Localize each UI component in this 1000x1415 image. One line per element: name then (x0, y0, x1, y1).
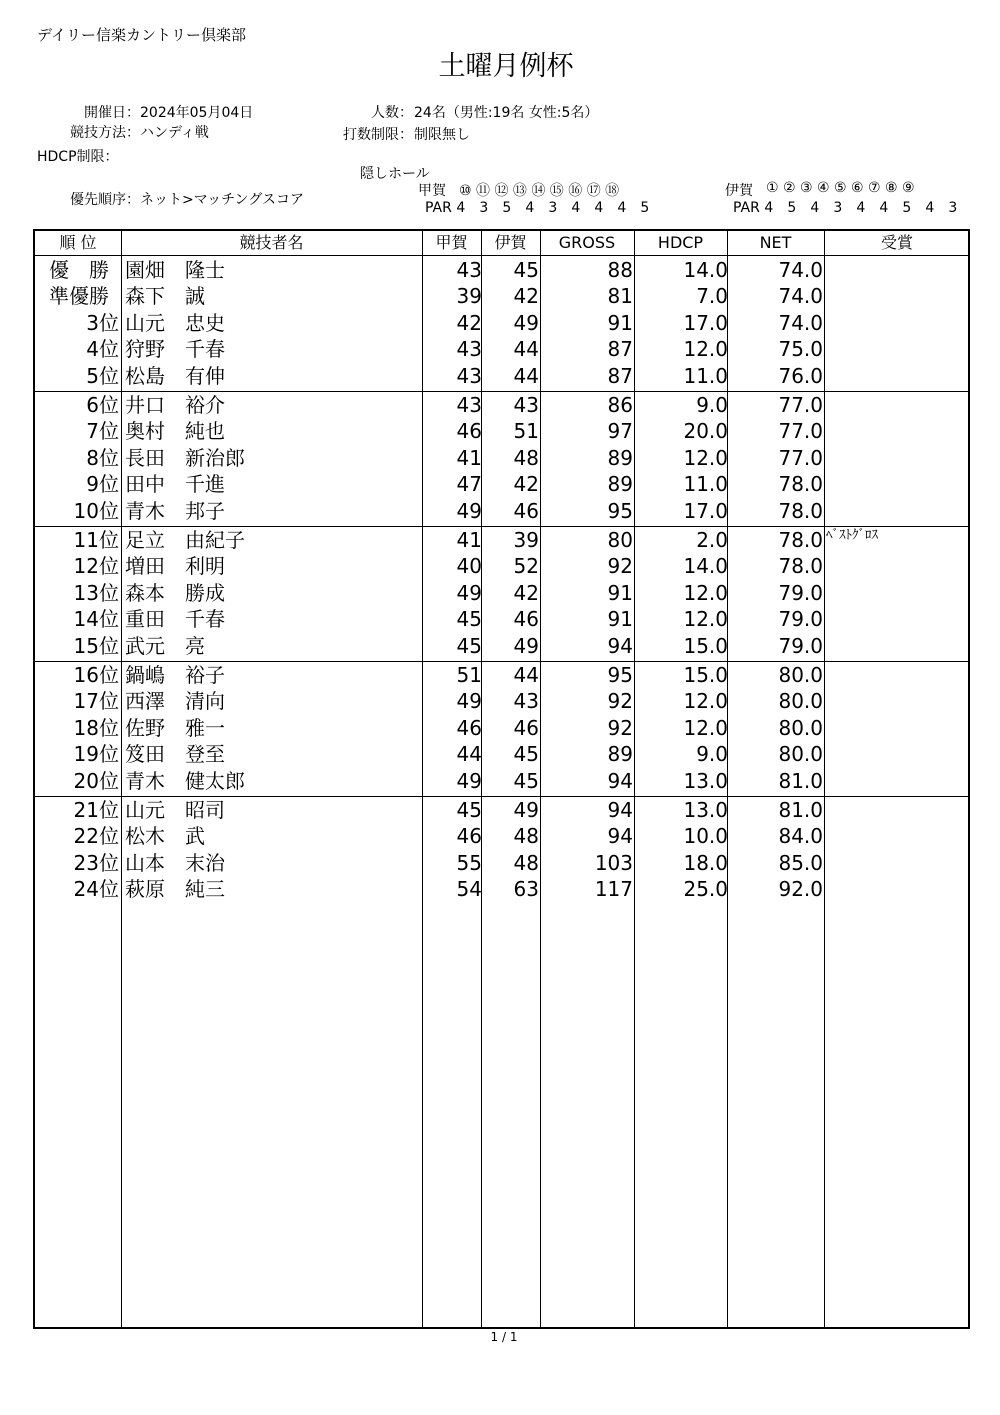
rank-cell: 10位 (73, 498, 119, 523)
back-par-label: PAR (733, 200, 760, 216)
table-row (35, 418, 968, 444)
table-row (35, 283, 968, 309)
table-row (35, 823, 968, 849)
rank-cell: 優 勝 (49, 258, 109, 282)
net-cell: 79.0 (778, 580, 823, 605)
table-row (35, 633, 968, 659)
player-name-cell: 山元 忠史 (125, 310, 225, 335)
iga-score-cell: 63 (513, 877, 539, 902)
gross-cell: 89 (607, 445, 633, 470)
net-cell: 78.0 (778, 472, 823, 497)
rank-cell: 準優勝 (49, 284, 109, 309)
kouga-score-cell: 43 (456, 258, 482, 282)
par-value: 4 (856, 200, 866, 216)
par-value: 4 (617, 200, 627, 216)
iga-score-cell: 45 (513, 768, 539, 793)
kouga-score-cell: 40 (456, 554, 482, 579)
kouga-score-cell: 49 (456, 498, 482, 523)
priority-label: 優先順序： (70, 192, 140, 208)
rank-cell: 12位 (73, 554, 119, 579)
page-number: 1 / 1 (490, 1330, 518, 1344)
gross-cell: 89 (607, 472, 633, 497)
net-cell: 78.0 (778, 498, 823, 523)
gross-cell: 91 (607, 607, 633, 632)
gross-cell: 81 (607, 284, 633, 309)
hdcp-cell: 9.0 (696, 742, 728, 767)
kouga-score-cell: 42 (456, 310, 482, 335)
net-cell: 80.0 (778, 742, 823, 767)
gross-cell: 94 (607, 824, 633, 849)
hdcp-cell: 12.0 (683, 337, 728, 362)
table-row (35, 553, 968, 579)
kouga-score-cell: 55 (456, 850, 482, 875)
par-value: 5 (502, 200, 512, 216)
player-name-cell: 佐野 雅一 (125, 715, 225, 740)
par-value: 3 (479, 200, 489, 216)
iga-score-cell: 48 (513, 850, 539, 875)
rank-cell: 16位 (73, 663, 119, 687)
player-name-cell: 鍋嶋 裕子 (125, 663, 225, 687)
table-row (35, 768, 968, 794)
table-row (35, 715, 968, 741)
player-name-cell: 長田 新治郎 (125, 445, 245, 470)
kouga-score-cell: 43 (456, 393, 482, 417)
kouga-score-cell: 44 (456, 742, 482, 767)
table-row (35, 498, 968, 524)
net-cell: 78.0 (778, 554, 823, 579)
hdcp-cell: 11.0 (683, 363, 728, 388)
rank-cell: 20位 (73, 768, 119, 793)
net-cell: 75.0 (778, 337, 823, 362)
kouga-score-cell: 45 (456, 798, 482, 822)
par-value: 3 (833, 200, 843, 216)
back-par-values (764, 200, 971, 216)
net-cell: 81.0 (778, 768, 823, 793)
par-value: 4 (571, 200, 581, 216)
kouga-score-cell: 46 (456, 715, 482, 740)
hdcp-cell: 25.0 (683, 877, 728, 902)
hdcp-cell: 12.0 (683, 445, 728, 470)
kouga-score-cell: 45 (456, 607, 482, 632)
iga-score-cell: 44 (513, 337, 539, 362)
iga-score-cell: 45 (513, 258, 539, 282)
par-value: 5 (640, 200, 650, 216)
table-row (35, 527, 968, 553)
par-value: 4 (764, 200, 774, 216)
table-row (35, 445, 968, 471)
net-cell: 79.0 (778, 607, 823, 632)
kouga-score-cell: 54 (456, 877, 482, 902)
gross-cell: 92 (607, 689, 633, 714)
header-rank: 順 位 (59, 233, 97, 252)
iga-score-cell: 49 (513, 310, 539, 335)
strokes-label: 打数制限： (343, 127, 413, 143)
rank-cell: 22位 (73, 824, 119, 849)
net-cell: 80.0 (778, 689, 823, 714)
rank-cell: 3位 (86, 310, 119, 335)
net-cell: 84.0 (778, 824, 823, 849)
hdcp-cell: 20.0 (683, 419, 728, 444)
player-name-cell: 増田 利明 (125, 554, 225, 579)
page-title: 土曜月例杯 (438, 51, 574, 82)
iga-score-cell: 44 (513, 363, 539, 388)
kouga-score-cell: 39 (456, 284, 482, 309)
header-kouga: 甲賀 (435, 233, 468, 252)
net-cell: 77.0 (778, 419, 823, 444)
kouga-score-cell: 49 (456, 580, 482, 605)
net-cell: 74.0 (778, 258, 823, 282)
hdcp-cell: 2.0 (696, 528, 728, 552)
gross-cell: 92 (607, 554, 633, 579)
date-label: 開催日： (84, 105, 140, 121)
gross-cell: 89 (607, 742, 633, 767)
rank-cell: 14位 (73, 607, 119, 632)
results-table (33, 229, 970, 1329)
header-award: 受賞 (880, 233, 913, 252)
iga-score-cell: 46 (513, 498, 539, 523)
net-cell: 79.0 (778, 633, 823, 658)
hdcp-limit-label: HDCP制限： (37, 149, 119, 165)
players-value: 24名（男性:19名 女性:5名） (414, 105, 599, 121)
table-row (35, 310, 968, 336)
player-name-cell: 奥村 純也 (125, 419, 225, 444)
table-row (35, 257, 968, 283)
gross-cell: 91 (607, 310, 633, 335)
net-cell: 78.0 (778, 528, 823, 552)
net-cell: 77.0 (778, 445, 823, 470)
group-divider (35, 661, 968, 662)
kouga-score-cell: 46 (456, 824, 482, 849)
front-par-row (425, 200, 663, 216)
iga-score-cell: 46 (513, 607, 539, 632)
net-cell: 74.0 (778, 310, 823, 335)
hdcp-cell: 12.0 (683, 715, 728, 740)
par-value: 4 (879, 200, 889, 216)
iga-score-cell: 52 (513, 554, 539, 579)
table-row (35, 471, 968, 497)
front-course-label: 甲賀 (418, 183, 446, 199)
players-label: 人数： (371, 105, 413, 121)
group-divider (35, 526, 968, 527)
front-holes: ⑩ ⑪ ⑫ ⑬ ⑭ ⑮ ⑯ ⑰ ⑱ (459, 183, 620, 199)
gross-cell: 92 (607, 715, 633, 740)
kouga-score-cell: 45 (456, 633, 482, 658)
par-value: 3 (548, 200, 558, 216)
net-cell: 76.0 (778, 363, 823, 388)
player-name-cell: 重田 千春 (125, 607, 225, 632)
header-name: 競技者名 (239, 233, 304, 252)
front-par-label: PAR (425, 200, 452, 216)
player-name-cell: 森本 勝成 (125, 580, 225, 605)
player-name-cell: 武元 亮 (125, 633, 205, 658)
table-row (35, 850, 968, 876)
table-row (35, 662, 968, 688)
back-par-row (733, 200, 971, 216)
rank-cell: 11位 (73, 528, 119, 552)
gross-cell: 87 (607, 363, 633, 388)
header-hdcp: HDCP (657, 233, 704, 252)
iga-score-cell: 49 (513, 798, 539, 822)
table-row (35, 336, 968, 362)
back-course-label: 伊賀 (725, 183, 753, 199)
gross-cell: 94 (607, 633, 633, 658)
iga-score-cell: 44 (513, 663, 539, 687)
player-name-cell: 山本 末治 (125, 850, 225, 875)
gross-cell: 97 (607, 419, 633, 444)
par-value: 4 (810, 200, 820, 216)
hdcp-cell: 9.0 (696, 393, 728, 417)
player-name-cell: 田中 千進 (125, 472, 225, 497)
club-name: デイリー信楽カントリー倶楽部 (37, 26, 246, 44)
header-iga: 伊賀 (494, 233, 527, 252)
rank-cell: 21位 (73, 798, 119, 822)
kouga-score-cell: 49 (456, 768, 482, 793)
iga-score-cell: 42 (513, 284, 539, 309)
player-name-cell: 山元 昭司 (125, 798, 225, 822)
par-value: 4 (594, 200, 604, 216)
player-name-cell: 森下 誠 (125, 284, 205, 309)
gross-cell: 94 (607, 798, 633, 822)
table-row (35, 688, 968, 714)
gross-cell: 88 (607, 258, 633, 282)
rank-cell: 6位 (86, 393, 119, 417)
gross-cell: 117 (594, 877, 633, 902)
net-cell: 85.0 (778, 850, 823, 875)
net-cell: 77.0 (778, 393, 823, 417)
par-value: 3 (948, 200, 958, 216)
hdcp-cell: 7.0 (696, 284, 728, 309)
hdcp-cell: 12.0 (683, 689, 728, 714)
hdcp-cell: 14.0 (683, 258, 728, 282)
player-name-cell: 松木 武 (125, 824, 205, 849)
net-cell: 81.0 (778, 798, 823, 822)
gross-cell: 94 (607, 768, 633, 793)
kouga-score-cell: 46 (456, 419, 482, 444)
player-name-cell: 狩野 千春 (125, 337, 225, 362)
par-value: 5 (787, 200, 797, 216)
table-row (35, 363, 968, 389)
rank-cell: 9位 (86, 472, 119, 497)
player-name-cell: 西澤 清向 (125, 689, 225, 714)
hidden-holes-label: 隠しホール (360, 166, 430, 182)
rank-cell: 4位 (86, 337, 119, 362)
par-value: 4 (525, 200, 535, 216)
method-label: 競技方法： (70, 125, 140, 141)
rank-cell: 17位 (73, 689, 119, 714)
hdcp-cell: 13.0 (683, 768, 728, 793)
hdcp-cell: 10.0 (683, 824, 728, 849)
kouga-score-cell: 41 (456, 445, 482, 470)
player-name-cell: 笈田 登至 (125, 742, 225, 767)
player-name-cell: 足立 由紀子 (125, 528, 245, 552)
rank-cell: 7位 (86, 419, 119, 444)
par-value: 4 (925, 200, 935, 216)
gross-cell: 86 (607, 393, 633, 417)
iga-score-cell: 43 (513, 393, 539, 417)
iga-score-cell: 48 (513, 824, 539, 849)
header-gross: GROSS (558, 233, 616, 252)
gross-cell: 95 (607, 498, 633, 523)
net-cell: 92.0 (778, 877, 823, 902)
iga-score-cell: 51 (513, 419, 539, 444)
gross-cell: 103 (594, 850, 633, 875)
rank-cell: 18位 (73, 715, 119, 740)
award-cell: ﾍﾞｽﾄｸﾞﾛｽ (826, 528, 878, 543)
front-par-values (456, 200, 663, 216)
hdcp-cell: 15.0 (683, 633, 728, 658)
rank-cell: 23位 (73, 850, 119, 875)
hdcp-cell: 17.0 (683, 498, 728, 523)
priority-value: ネット>マッチングスコア (140, 192, 305, 208)
table-row (35, 741, 968, 767)
rank-cell: 5位 (86, 363, 119, 388)
player-name-cell: 青木 邦子 (125, 498, 225, 523)
table-row (35, 580, 968, 606)
table-row (35, 392, 968, 418)
hdcp-cell: 14.0 (683, 554, 728, 579)
gross-cell: 91 (607, 580, 633, 605)
kouga-score-cell: 43 (456, 363, 482, 388)
hdcp-cell: 13.0 (683, 798, 728, 822)
player-name-cell: 萩原 純三 (125, 877, 225, 902)
hdcp-cell: 12.0 (683, 580, 728, 605)
rank-cell: 13位 (73, 580, 119, 605)
iga-score-cell: 49 (513, 633, 539, 658)
iga-score-cell: 46 (513, 715, 539, 740)
table-row (35, 606, 968, 632)
net-cell: 80.0 (778, 715, 823, 740)
kouga-score-cell: 43 (456, 337, 482, 362)
iga-score-cell: 42 (513, 580, 539, 605)
iga-score-cell: 42 (513, 472, 539, 497)
net-cell: 80.0 (778, 663, 823, 687)
table-row (35, 797, 968, 823)
par-value: 4 (456, 200, 466, 216)
hdcp-cell: 12.0 (683, 607, 728, 632)
group-divider (35, 391, 968, 392)
table-row (35, 876, 968, 902)
hdcp-cell: 17.0 (683, 310, 728, 335)
kouga-score-cell: 51 (456, 663, 482, 687)
rank-cell: 8位 (86, 445, 119, 470)
iga-score-cell: 43 (513, 689, 539, 714)
hdcp-cell: 11.0 (683, 472, 728, 497)
header-net: NET (759, 233, 792, 252)
player-name-cell: 青木 健太郎 (125, 768, 245, 793)
kouga-score-cell: 49 (456, 689, 482, 714)
gross-cell: 95 (607, 663, 633, 687)
rank-cell: 24位 (73, 877, 119, 902)
iga-score-cell: 48 (513, 445, 539, 470)
gross-cell: 87 (607, 337, 633, 362)
iga-score-cell: 45 (513, 742, 539, 767)
hdcp-cell: 18.0 (683, 850, 728, 875)
iga-score-cell: 39 (513, 528, 539, 552)
player-name-cell: 園畑 隆士 (125, 258, 225, 282)
kouga-score-cell: 41 (456, 528, 482, 552)
net-cell: 74.0 (778, 284, 823, 309)
par-value: 5 (902, 200, 912, 216)
player-name-cell: 井口 裕介 (125, 393, 225, 417)
method-value: ハンディ戦 (140, 125, 209, 141)
hdcp-cell: 15.0 (683, 663, 728, 687)
strokes-value: 制限無し (414, 127, 470, 143)
group-divider (35, 796, 968, 797)
gross-cell: 80 (607, 528, 633, 552)
kouga-score-cell: 47 (456, 472, 482, 497)
date-value: 2024年05月04日 (140, 105, 254, 121)
rank-cell: 15位 (73, 633, 119, 658)
back-holes: ① ② ③ ④ ⑤ ⑥ ⑦ ⑧ ⑨ (766, 180, 915, 196)
player-name-cell: 松島 有伸 (125, 363, 225, 388)
rank-cell: 19位 (73, 742, 119, 767)
